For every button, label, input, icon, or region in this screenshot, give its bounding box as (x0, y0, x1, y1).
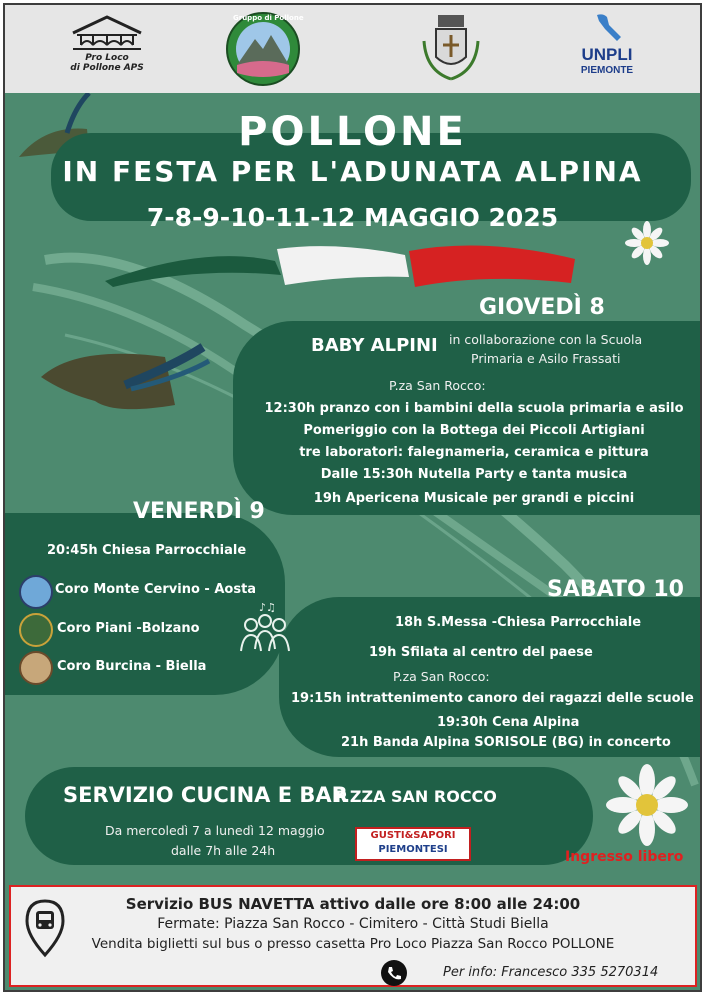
saturday-item: 18h S.Messa -Chiesa Parrocchiale (395, 615, 642, 630)
unpli-name: UNPLI (581, 45, 633, 64)
saturday-item: 21h Banda Alpina SORISOLE (BG) in concerto (341, 735, 671, 750)
pro-loco-caption: Pro Loco (85, 53, 129, 63)
bus-stops: Fermate: Piazza San Rocco - Cimitero - Città Studi Biella (157, 916, 549, 932)
page-title: POLLONE (238, 109, 467, 155)
choir-item: Coro Piani -Bolzano (57, 621, 200, 636)
collab-line-2: Primaria e Asilo Frassati (471, 351, 621, 366)
choir-aosta-badge-icon (19, 575, 53, 609)
friday-intro: 20:45h Chiesa Parrocchiale (47, 543, 247, 558)
thursday-item: 19h Apericena Musicale per grandi e piccini (313, 491, 635, 506)
thursday-item: tre laboratori: falegnameria, ceramica e pittura (299, 445, 649, 460)
comune-crest (413, 11, 489, 87)
thursday-heading: GIOVEDÌ 8 (479, 295, 605, 320)
choir-biella-badge-icon (19, 651, 53, 685)
unpli-region: PIEMONTE (580, 65, 634, 76)
choir-bolzano-badge-icon (19, 613, 53, 647)
gruppo-pollone-logo (223, 11, 303, 87)
baby-alpini-title: BABY ALPINI (311, 335, 438, 356)
phone-icon (381, 960, 407, 986)
thursday-panel (233, 321, 702, 515)
sponsor-line-2: PIEMONTESI (378, 844, 448, 855)
saturday-heading: SABATO 10 (547, 577, 684, 602)
poster (3, 3, 702, 992)
friday-heading: VENERDÌ 9 (133, 499, 265, 524)
saturday-item: 19:15h intrattenimento canoro dei ragazzi delle scuole (291, 691, 694, 706)
bus-tickets: Vendita biglietti sul bus o presso casetta Pro Loco Piazza San Rocco POLLONE (91, 936, 615, 952)
saturday-place: P.za San Rocco: (393, 669, 490, 684)
kitchen-place: P.ZZA SAN ROCCO (335, 787, 497, 806)
sponsor-line-1: GUSTI&SAPORI (370, 830, 456, 841)
bus-info: Per info: Francesco 335 5270314 (443, 965, 659, 980)
bus-banner (9, 885, 697, 987)
bus-headline: Servizio BUS NAVETTA attivo dalle ore 8:00 alle 24:00 (125, 895, 581, 913)
thursday-place: P.za San Rocco: (389, 378, 486, 393)
thursday-item: Pomeriggio con la Bottega dei Piccoli Artigiani (303, 423, 645, 438)
collab-line-1: in collaborazione con la Scuola (449, 332, 643, 347)
ingresso-libero: Ingresso libero (565, 849, 684, 865)
choir-item: Coro Monte Cervino - Aosta (55, 582, 257, 597)
choir-item: Coro Burcina - Biella (57, 659, 207, 674)
kitchen-hours: dalle 7h alle 24h (171, 843, 276, 858)
pro-loco-caption-2: di Pollone APS (70, 63, 144, 73)
edelweiss-large-icon (606, 764, 688, 846)
kitchen-title: SERVIZIO CUCINA E BAR (63, 783, 348, 807)
page-subtitle: IN FESTA PER L'ADUNATA ALPINA (62, 155, 643, 188)
saturday-item: 19:30h Cena Alpina (437, 715, 580, 730)
alpine-hat-feather-icon (41, 347, 209, 409)
gruppo-caption: Gruppo di Pollone (233, 14, 304, 22)
pro-loco-logo (57, 11, 157, 87)
saturday-item: 19h Sfilata al centro del paese (369, 645, 593, 660)
pro-loco-emblem-icon (67, 11, 147, 53)
choir-singers-icon (237, 603, 293, 657)
unpli-logo (567, 11, 647, 87)
event-dates: 7-8-9-10-11-12 MAGGIO 2025 (146, 203, 559, 232)
italy-map-icon (587, 11, 627, 45)
logo-bar (5, 5, 700, 93)
thursday-item: Dalle 15:30h Nutella Party e tanta musica (320, 467, 628, 482)
svg-text:♪♫: ♪♫ (259, 603, 276, 614)
kitchen-dates: Da mercoledì 7 a lunedì 12 maggio (105, 823, 325, 838)
gusti-sapori-logo (355, 827, 471, 861)
coat-of-arms-icon (416, 11, 486, 87)
thursday-item: 12:30h pranzo con i bambini della scuola primaria e asilo (264, 401, 684, 416)
kitchen-panel (25, 767, 593, 865)
mountain-badge-icon (225, 11, 301, 87)
